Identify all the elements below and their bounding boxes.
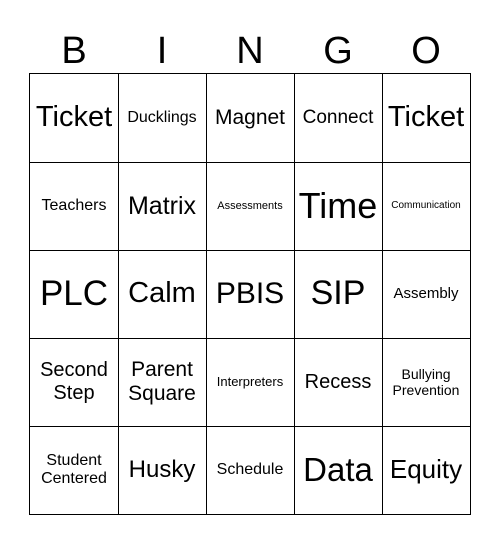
bingo-cell[interactable]: [294, 250, 382, 338]
bingo-cell-label: Communication: [391, 200, 461, 212]
bingo-cell[interactable]: [382, 162, 470, 250]
bingo-cell-label: Schedule: [216, 460, 284, 478]
header-letter-b: B: [61, 30, 87, 72]
bingo-cell-label: Recess: [304, 370, 372, 393]
bingo-cell-label: Husky: [128, 456, 196, 484]
bingo-cell-label: Calm: [128, 277, 196, 310]
bingo-cell-label: SIP: [310, 274, 366, 313]
bingo-cell-label: Ticket: [387, 101, 465, 134]
bingo-cell-label: Bullying Prevention: [392, 365, 460, 398]
bingo-cell[interactable]: [206, 338, 294, 426]
bingo-cell[interactable]: [118, 74, 206, 162]
bingo-cell-label: Student Centered: [41, 451, 107, 487]
bingo-cell[interactable]: [206, 250, 294, 338]
bingo-cell-label: Equity: [389, 454, 463, 485]
bingo-cell-label: Matrix: [127, 191, 197, 220]
bingo-cell[interactable]: [294, 162, 382, 250]
bingo-cell-label: Ducklings: [127, 108, 197, 126]
bingo-cell-label: Ticket: [35, 101, 113, 134]
bingo-cell-label: Data: [303, 451, 373, 489]
bingo-cell[interactable]: [294, 338, 382, 426]
bingo-cell-label: Parent Square: [128, 357, 196, 405]
bingo-cell-label: Assessments: [217, 199, 283, 212]
bingo-cell[interactable]: [382, 74, 470, 162]
bingo-cell[interactable]: [294, 74, 382, 162]
header-letter-i: I: [156, 30, 168, 72]
bingo-cell[interactable]: [30, 250, 118, 338]
header-letter-o: O: [411, 30, 441, 72]
bingo-cell-label: Teachers: [41, 196, 107, 214]
bingo-cell[interactable]: [294, 426, 382, 514]
bingo-cell[interactable]: [382, 250, 470, 338]
bingo-cell[interactable]: [206, 426, 294, 514]
bingo-cell[interactable]: [30, 426, 118, 514]
bingo-cell-label: PLC: [39, 273, 109, 313]
bingo-cell[interactable]: [30, 74, 118, 162]
header-letter-n: N: [236, 30, 264, 72]
bingo-cell[interactable]: [382, 426, 470, 514]
bingo-cell[interactable]: [206, 74, 294, 162]
bingo-cell-label: Magnet: [214, 105, 286, 129]
header-letter-g: G: [323, 30, 353, 72]
bingo-cell[interactable]: [118, 250, 206, 338]
bingo-cell[interactable]: [382, 338, 470, 426]
bingo-cell-label: Time: [298, 185, 378, 227]
bingo-cell[interactable]: [118, 162, 206, 250]
bingo-cell-label: Interpreters: [216, 373, 284, 389]
bingo-header: [30, 28, 470, 74]
bingo-cell-label: Assembly: [393, 285, 459, 303]
bingo-cell[interactable]: [118, 338, 206, 426]
bingo-cell[interactable]: [30, 338, 118, 426]
bingo-cell-label: PBIS: [215, 276, 285, 310]
bingo-cell[interactable]: [30, 162, 118, 250]
bingo-card-grid: [29, 73, 471, 515]
bingo-cell[interactable]: [206, 162, 294, 250]
bingo-cell[interactable]: [118, 426, 206, 514]
bingo-cell-label: Connect: [302, 107, 374, 129]
bingo-cell-label: Second Step: [40, 359, 108, 404]
